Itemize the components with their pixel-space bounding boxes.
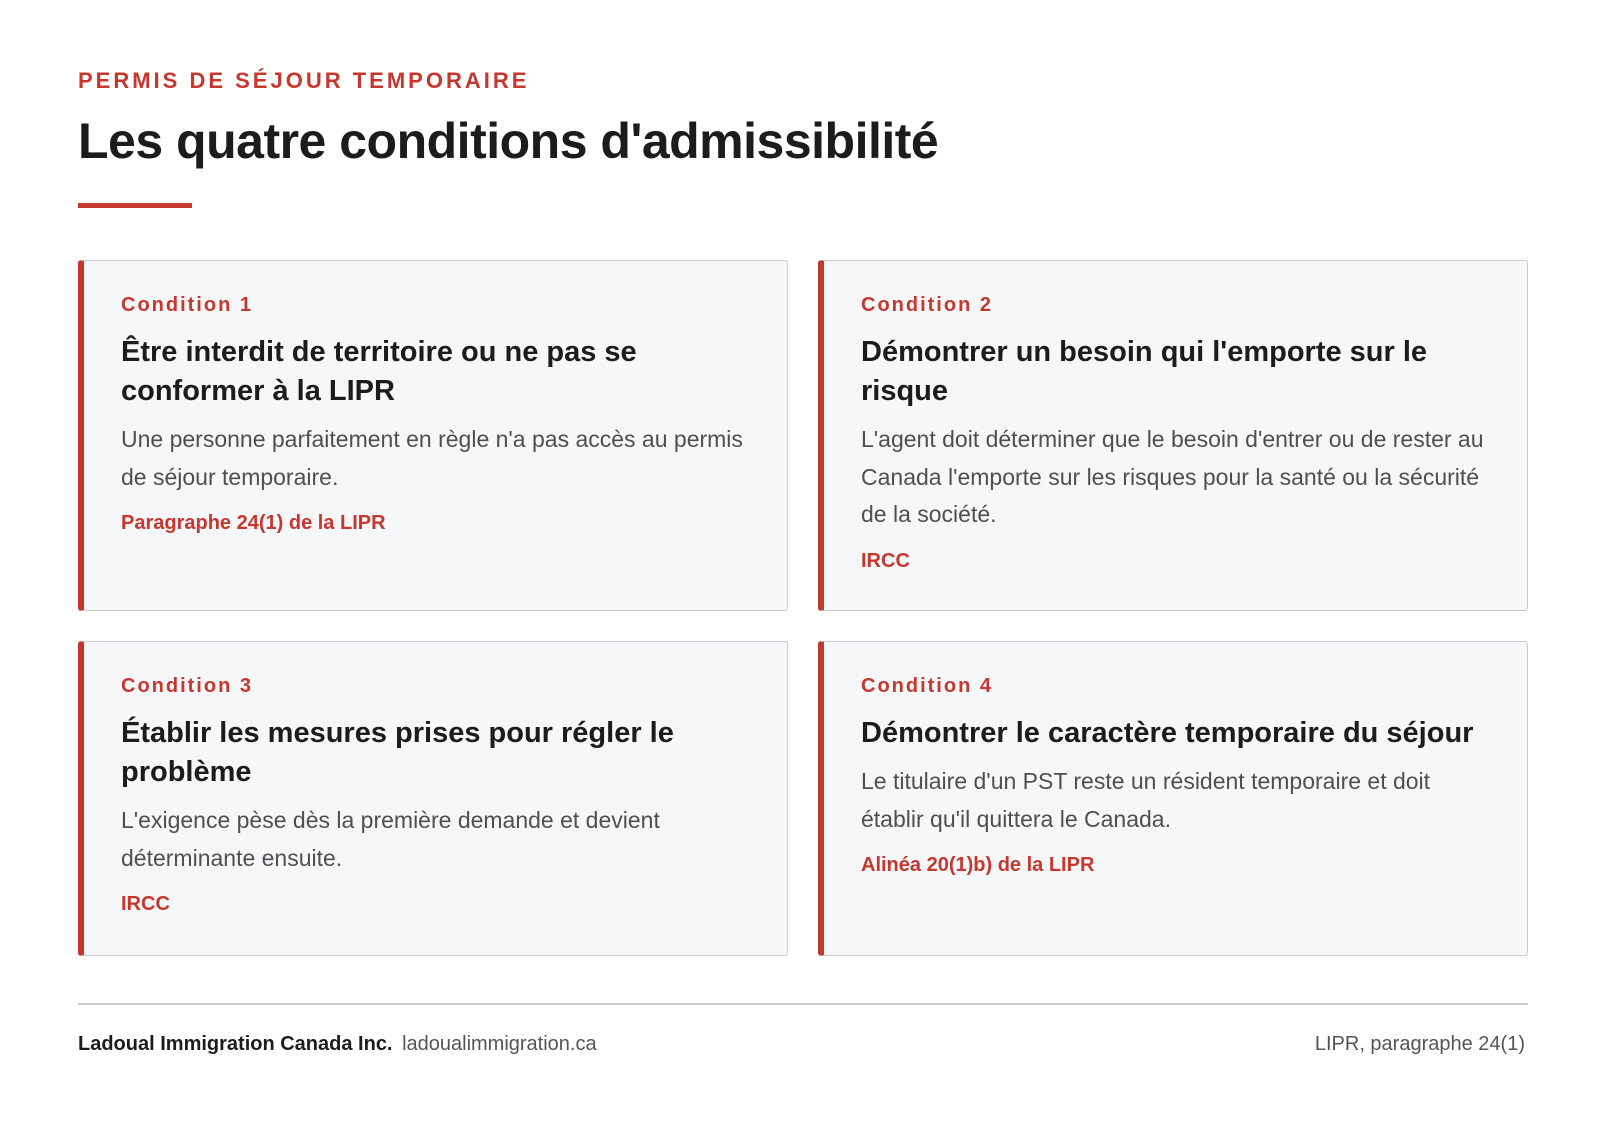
- condition-description: Le titulaire d'un PST reste un résident temporaire et doit établir qu'il quittera le Canada.: [861, 768, 1431, 832]
- condition-title: Démontrer le caractère temporaire du séjour: [861, 717, 1474, 749]
- condition-source: IRCC: [121, 893, 170, 915]
- footer-website: ladoualimmigration.ca: [402, 1033, 597, 1055]
- footer-left: [78, 1030, 597, 1058]
- footer-divider: [78, 1003, 1528, 1005]
- condition-title: Démontrer un besoin qui l'emporte sur le risque: [861, 336, 1428, 407]
- condition-card-4: [818, 641, 1528, 956]
- condition-label: Condition 2: [861, 294, 993, 316]
- condition-card-1: [78, 260, 788, 611]
- footer-brand: Ladoual Immigration Canada Inc.: [78, 1033, 393, 1055]
- condition-title: Établir les mesures prises pour régler le problème: [121, 717, 674, 788]
- condition-label: Condition 4: [861, 675, 993, 697]
- condition-description: L'agent doit déterminer que le besoin d'entrer ou de rester au Canada l'emporte sur les risques pour la santé ou la sécurité de la société.: [861, 426, 1484, 527]
- condition-card-3: [78, 641, 788, 956]
- condition-description: L'exigence pèse dès la première demande et devient déterminante ensuite.: [121, 807, 660, 871]
- condition-label: Condition 3: [121, 675, 253, 697]
- condition-card-2: [818, 260, 1528, 611]
- condition-title: Être interdit de territoire ou ne pas se conformer à la LIPR: [121, 336, 637, 407]
- condition-source: Paragraphe 24(1) de la LIPR: [121, 512, 386, 534]
- page-title: Les quatre conditions d'admissibilité: [78, 113, 939, 169]
- condition-source: IRCC: [861, 549, 910, 572]
- page: [78, 0, 1525, 1122]
- footer-reference: LIPR, paragraphe 24(1): [1314, 1033, 1525, 1055]
- title-underline: [78, 203, 192, 208]
- condition-source: Alinéa 20(1)b) de la LIPR: [861, 854, 1095, 876]
- page-eyebrow: PERMIS DE SÉJOUR TEMPORAIRE: [78, 68, 530, 93]
- condition-description: Une personne parfaitement en règle n'a pas accès au permis de séjour temporaire.: [121, 426, 743, 490]
- condition-label: Condition 1: [121, 294, 253, 316]
